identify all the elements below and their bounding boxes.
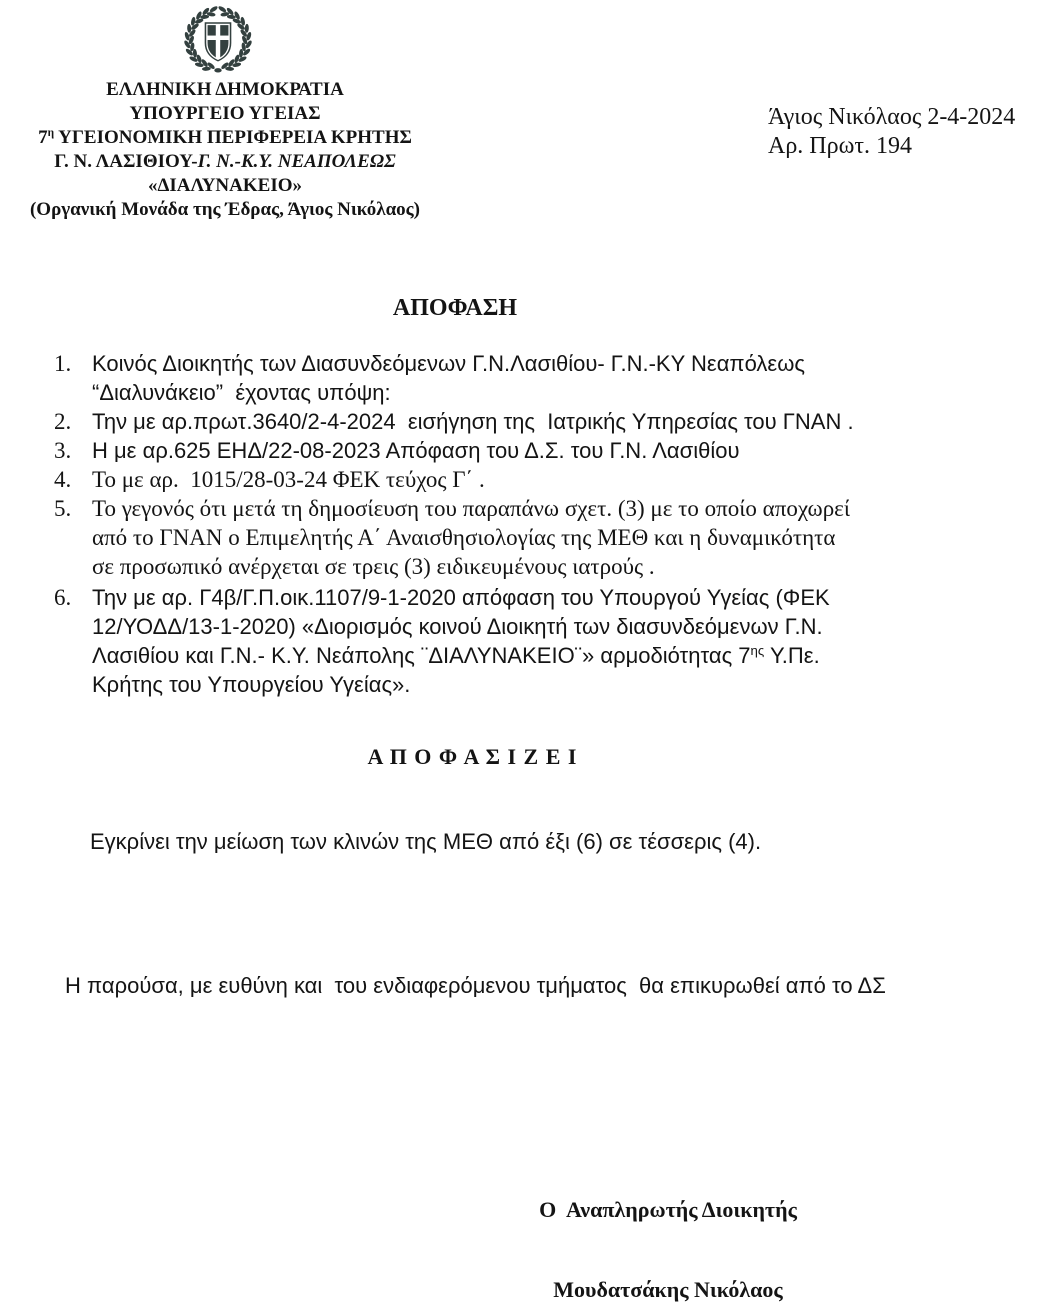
shield-cross-vertical [216,24,220,58]
list-item-line: Κοινός Διοικητής των Διασυνδεόμενων Γ.Ν.Λασιθίου- Γ.Ν.-ΚΥ Νεαπόλεως [92,351,805,376]
list-item-line [92,641,1000,670]
shield-cross-horizontal [207,36,229,40]
list-item-number: 5. [54,496,72,521]
wreath-bow-icon [214,68,221,72]
list-item-text [92,436,1000,465]
list-item-text [92,465,1000,494]
laurel-leaf-icon [218,5,228,13]
list-item-text [92,583,1000,699]
list-item-number: 6. [54,585,72,610]
hospitals-line [0,150,450,174]
recitals-list [0,349,1000,699]
organizational-unit-line: (Οργανική Μονάδα της Έδρας, Άγιος Νικόλαος) [29,199,421,220]
list-item-number: 4. [54,467,72,492]
document-title: ΑΠΟΦΑΣΗ [392,295,518,321]
region-number: 7 [38,127,48,148]
hospital-first: Γ. Ν. ΛΑΣΙΘΙΟΥ- [54,151,198,172]
greek-coat-of-arms-icon [181,3,255,77]
ministry-line: ΥΠΟΥΡΓΕΙΟ ΥΓΕΙΑΣ [129,103,321,124]
list-item [0,465,1000,494]
laurel-leaf-icon [245,24,249,33]
list-item-text [92,349,1000,407]
laurel-leaf-icon [239,49,244,58]
list-item-line: Την με αρ. Γ4β/Γ.Π.οικ.1107/9-1-2020 απόφαση του Υπουργού Υγείας (ΦΕΚ [92,585,830,610]
laurel-leaf-icon [193,49,198,58]
laurel-leaf-icon [209,5,219,13]
list-item-line: Την με αρ.πρωτ.3640/2-4-2024 εισήγηση της Ιατρικής Υπηρεσίας του ΓΝΑΝ . [92,409,854,434]
list-item [0,407,1000,436]
laurel-leaf-icon [227,15,236,20]
list-item [0,583,1000,699]
country-line: ΕΛΛΗΝΙΚΗ ΔΗΜΟΚΡΑΤΙΑ [106,79,344,100]
region-ordinal-suffix: η [47,127,55,140]
laurel-leaf-icon [200,15,209,20]
laurel-leaf-icon [202,67,211,71]
list-item [0,436,1000,465]
place-date: Άγιος Νικόλαος 2-4-2024 [768,104,1016,130]
list-item-text [92,494,1000,581]
list-item-line: από το ΓΝΑΝ ο Επιμελητής Α΄ Αναισθησιολογίας της ΜΕΘ και η δυναμικότητα [92,525,836,550]
list-item-number: 1. [54,351,72,376]
signatory-name: Μουδατσάκης Νικόλαος [553,1277,783,1302]
list-item [0,494,1000,581]
list-item-line: σε προσωπικό ανέρχεται σε τρεις (3) ειδικευμένους ιατρούς . [92,554,655,579]
decision-text: Εγκρίνει την μείωση των κλινών της ΜΕΘ από έξι (6) σε τέσσερις (4). [90,829,762,854]
decision-heading: Α Π Ο Φ Α Σ Ι Ζ Ε Ι [367,744,578,769]
signatory-title: Ο Αναπληρωτής Διοικητής [539,1197,797,1222]
ordinal-superscript: ης [750,643,765,659]
health-region-line [0,126,450,150]
list-item-line: “Διαλυνάκειο” έχοντας υπόψη: [92,380,391,405]
hospital-name-line: «ΔΙΑΛΥΝΑΚΕΙΟ» [147,175,302,196]
list-item-text [92,407,1000,436]
list-item-number: 2. [54,409,72,434]
list-item-number: 3. [54,438,72,463]
list-item-line: Κρήτης του Υπουργείου Υγείας». [92,672,411,697]
issuer-header [0,78,450,222]
hospital-second: Γ. Ν.-Κ.Υ. ΝΕΑΠΟΛΕΩΣ [197,151,396,172]
laurel-leaf-icon [225,67,234,71]
protocol-number: Αρ. Πρωτ. 194 [768,133,913,159]
laurel-leaf-icon [187,24,191,33]
line-segment: Υ.Πε. [764,643,820,668]
region-name: ΥΓΕΙΟΝΟΜΙΚΗ ΠΕΡΙΦΕΡΕΙΑ ΚΡΗΤΗΣ [54,127,412,148]
list-item-line: Η με αρ.625 ΕΗΔ/22-08-2023 Απόφαση του Δ.Σ. του Γ.Ν. Λασιθίου [92,438,740,463]
list-item-line: Το με αρ. 1015/28-03-24 ΦΕΚ τεύχος Γ΄ . [92,467,485,492]
validation-note: Η παρούσα, με ευθύνη και του ενδιαφερόμενου τμήματος θα επικυρωθεί από το ΔΣ [65,973,886,998]
list-item-line: Το γεγονός ότι μετά τη δημοσίευση του παραπάνω σχετ. (3) με το οποίο αποχωρεί [92,496,851,521]
list-item-line: 12/ΥΟΔΔ/13-1-2020) «Διορισμός κοινού Διοικητή των διασυνδεόμενων Γ.Ν. [92,614,823,639]
list-item [0,349,1000,407]
document-meta [768,103,1015,161]
line-segment: Λασιθίου και Γ.Ν.- Κ.Υ. Νεάπολης ¨ΔΙΑΛΥΝΑΚΕΙΟ¨» αρμοδιότητας 7 [92,643,751,668]
